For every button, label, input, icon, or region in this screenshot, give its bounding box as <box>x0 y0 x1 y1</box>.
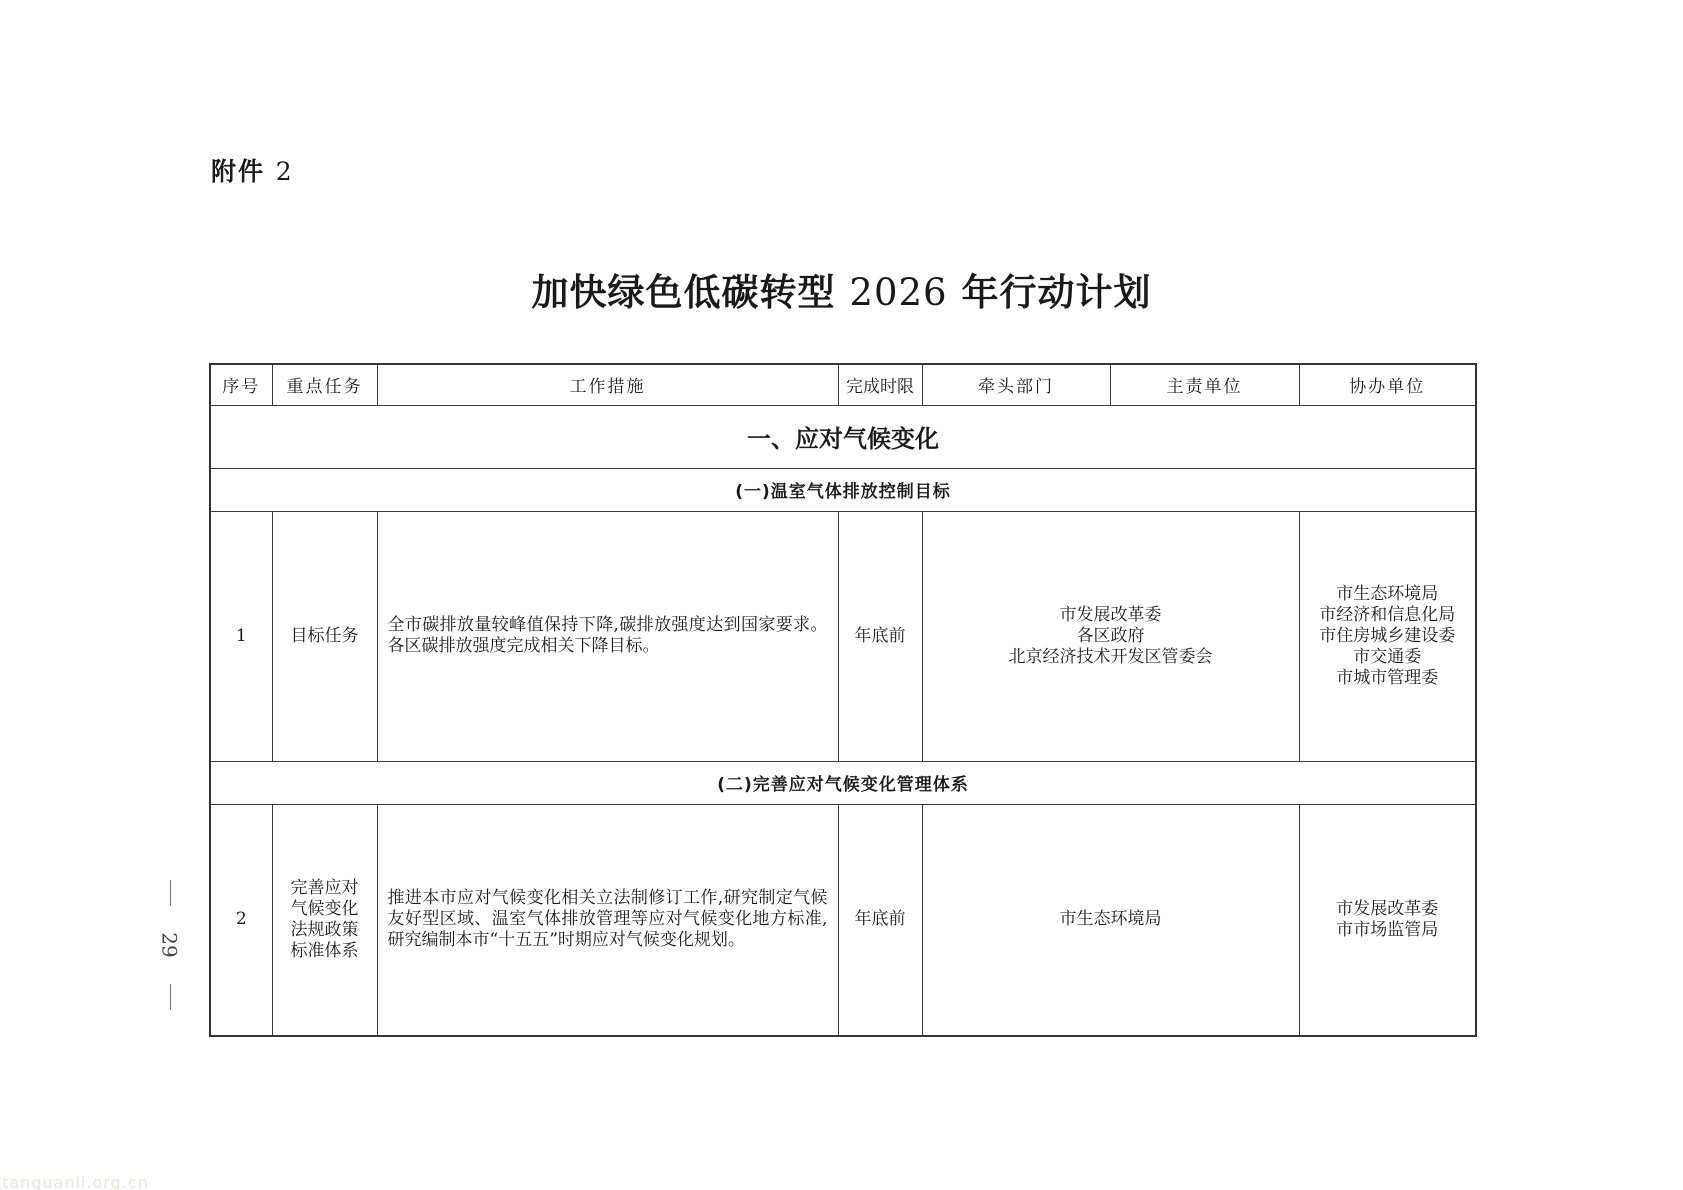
row-deadline: 年底前 <box>838 804 922 1036</box>
section-row <box>210 405 1476 468</box>
row-measures: 推进本市应对气候变化相关立法制修订工作,研究制定气候友好型区域、温室气体排放管理等应对气候变化地方标准,研究编制本市“十五五”时期应对气候变化规划。 <box>377 804 838 1036</box>
row-index: 2 <box>210 804 272 1036</box>
header-lead-dept: 牵头部门 <box>922 364 1110 405</box>
table-row <box>210 804 1476 1036</box>
section-title: 一、应对气候变化 <box>210 405 1476 468</box>
header-deadline: 完成时限 <box>838 364 922 405</box>
header-assisting-unit: 协办单位 <box>1299 364 1476 405</box>
title-prefix: 加快绿色低碳转型 <box>531 271 836 314</box>
subsection-row <box>210 761 1476 804</box>
header-measures: 工作措施 <box>377 364 838 405</box>
row-measures: 全市碳排放量较峰值保持下降,碳排放强度达到国家要求。各区碳排放强度完成相关下降目标。 <box>377 511 838 761</box>
page-number-text: 29 <box>157 932 182 958</box>
row-lead-responsible: 市发展改革委 各区政府 北京经济技术开发区管委会 <box>922 511 1299 761</box>
subsection-title: (一)温室气体排放控制目标 <box>210 468 1476 511</box>
table-header-row <box>210 364 1476 405</box>
row-task: 目标任务 <box>272 511 377 761</box>
watermark: tanguanli.org.cn <box>2 1173 149 1190</box>
title-year: 2026 <box>849 271 948 314</box>
table-row <box>210 511 1476 761</box>
header-index: 序号 <box>210 364 272 405</box>
page-dash-bottom <box>170 984 171 1010</box>
header-key-task: 重点任务 <box>272 364 377 405</box>
row-index: 1 <box>210 511 272 761</box>
row-task: 完善应对 气候变化 法规政策 标准体系 <box>272 804 377 1036</box>
row-assisting: 市生态环境局 市经济和信息化局 市住房城乡建设委 市交通委 市城市管理委 <box>1299 511 1476 761</box>
subsection-row <box>210 468 1476 511</box>
page-dash-top <box>170 880 171 906</box>
header-responsible-unit: 主责单位 <box>1110 364 1299 405</box>
row-deadline: 年底前 <box>838 511 922 761</box>
subsection-title: (二)完善应对气候变化管理体系 <box>210 761 1476 804</box>
attachment-number: 2 <box>275 157 294 186</box>
document-title <box>0 262 1683 316</box>
page-number <box>155 880 185 1010</box>
row-assisting: 市发展改革委 市市场监管局 <box>1299 804 1476 1036</box>
attachment-label-text: 附件 <box>211 157 266 186</box>
title-suffix: 年行动计划 <box>961 271 1152 314</box>
action-plan-table <box>209 363 1477 1037</box>
attachment-label <box>211 152 294 188</box>
row-lead-responsible: 市生态环境局 <box>922 804 1299 1036</box>
